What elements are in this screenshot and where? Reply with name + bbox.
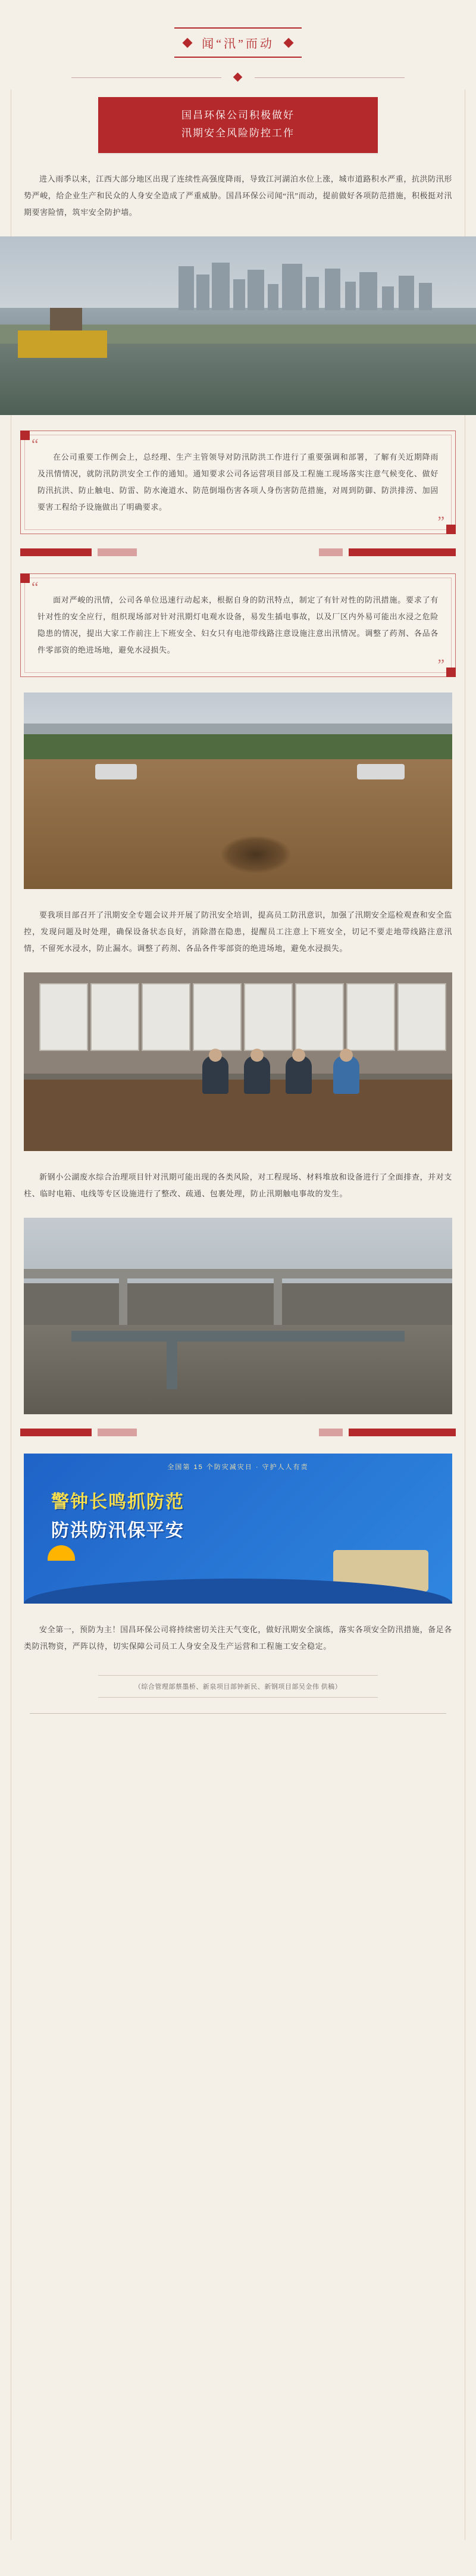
paragraph-3: 面对严峻的汛情，公司各单位迅速行动起来，根据自身的防汛特点，制定了有针对性的防汛措施。要求了有针对性的安全应行，组织现场部对针对汛期灯电观水设备，易发生插电事故，以及厂区内外易可能出水浸之危险隐患的情况，提出大家工作前注上下班安全、妇女只有电池带线路注意设施注意出汛情况。调整了药剂、各品各件零部资的绝进场地，避免水浸损失。 [37,595,439,654]
water-whirlpool [220,835,292,874]
helmet-icon [48,1545,75,1561]
paragraph-block-4 [24,907,452,957]
paragraph-block-5 [24,1169,452,1202]
framed-paragraph-2: “ ” 在公司重要工作例会上，总经理、生产主管领导对防汛防洪工作进行了重要强调和部署，了解有关近期降雨及汛情情况，就防汛防洪安全工作的通知。通知要求公司各运营项目部及工程施工现场落实注意气候变化、做好防汛抗洪、防止触电、防雷、防水淹道水、防范倒塌伤害各项人身伤害防范措施，对周到防御、防洪排涝、加固要害工程给予设施做出了明确要求。 [20,431,456,534]
poster-headline-2: 防洪防汛保平安 [51,1521,184,1540]
credit-note: （综合管理部蔡墨桥、新泉项目部钟新民、新钢项目部吴金伟 供稿） [98,1675,378,1698]
ribbon-divider-2 [20,1429,456,1438]
pagoda [50,308,82,332]
poster-top-text: 全国第 15 个防灾减灾日 · 守护人人有责 [167,1464,309,1471]
photo-safety-meeting [24,972,452,1151]
poster-headline-1: 警钟长鸣抓防范 [51,1492,184,1512]
framed-paragraph-3: “ ” 面对严峻的汛情，公司各单位迅速行动起来，根据自身的防汛特点，制定了有针对性的防汛措施。要求了有针对性的安全应行，组织现场部对针对汛期灯电观水设备，易发生插电事故，以及厂区内外易可能出水浸之危险隐患的情况，提出大家工作前注上下班安全、妇女只有电池带线路注意设施注意出汛情况。调整了药剂、各品各件零部资的绝进场地，避免水浸损失。 [20,573,456,677]
paragraph-1: 进入雨季以来，江西大部分地区出现了连续性高强度降雨，导致江河湖泊水位上涨，城市道路积水严重，抗洪防汛形势严峻，给企业生产和民众的人身安全造成了严重威胁。国昌环保公司闻“汛”而动，提前做好各项防范措施，积极挺对汛期要害险情，筑牢安全防护墙。 [24,174,452,217]
bottom-rule [30,1713,446,1714]
paragraph-5: 新钢小公湖废水综合治理项目针对汛期可能出现的各类风险，对工程现场、材料堆放和设备进行了全面排查，并对支柱、临时电箱、电线等专区设施进行了整改、疏通、包裹处理，防止汛期触电事故的发生。 [24,1172,452,1198]
excavator [18,330,107,358]
subtitle-line-2: 汛期安全风险防控工作 [181,127,295,139]
paragraph-4: 要我项目部召开了汛期安全专题会议并开展了防汛安全培训，提高员工防汛意识，加强了汛期安全巡检观查和安全监控，发现问题及时处理，确保设备状态良好，消除潜在隐患，提醒员工注意上下班安全，切记不要走地带线路注意汛情，不留死水浸水，防止漏水。调整了药剂、各品各件零部资的绝进场地，避免水浸损失。 [24,910,452,953]
paragraph-block-6 [24,1621,452,1655]
subtitle-line-1: 国昌环保公司积极做好 [181,110,295,121]
city-skyline [0,263,476,310]
ribbon-divider-1 [20,548,456,558]
article-header [0,0,476,153]
paragraph-block-1 [24,171,452,221]
photo-flooded-street [24,693,452,889]
paragraph-6: 安全第一，预防为主！国昌环保公司将持续密切关注天气变化，做好汛期安全演练，落实各项安全防汛措施，备足各类防汛物资，严阵以待，切实保障公司员工人身安全及生产运营和工程施工安全稳定。 [24,1625,452,1651]
photo-construction-site [24,1218,452,1414]
photo-riverbank [0,236,476,415]
photo-safety-poster [24,1454,452,1604]
paragraph-2: 在公司重要工作例会上，总经理、生产主管领导对防汛防洪工作进行了重要强调和部署，了解有关近期降雨及汛情情况，就防汛防洪安全工作的通知。通知要求公司各运营项目部及工程施工现场落实注意气候变化、做好防汛抗洪、防止触电、防雷、防水淹道水、防范倒塌伤害各项人身伤害防范措施，对周到防御、防洪排涝、加固要害工程给予设施做出了明确要求。 [37,453,439,512]
divider-diamond [71,73,405,82]
subtitle-banner [98,97,378,153]
page-title: 闻“汛”而动 [174,27,302,58]
